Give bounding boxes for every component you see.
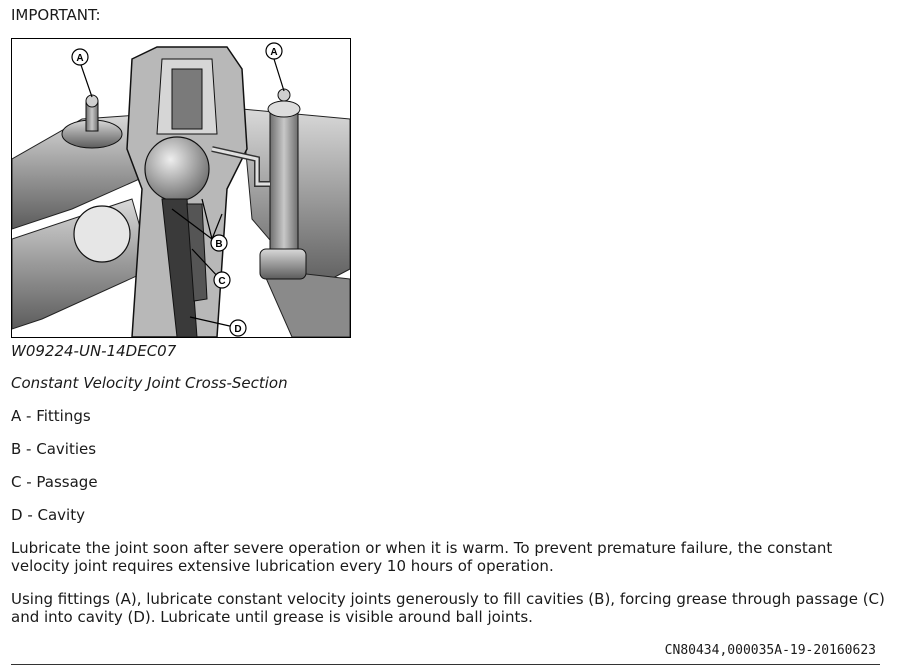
cv-joint-cross-section-figure <box>11 38 351 338</box>
lubrication-interval-paragraph: Lubricate the joint soon after severe operation or when it is warm. To prevent premature failure, the constant velocity joint requires extensive lubrication every 10 hours of operation. <box>11 539 833 575</box>
bottom-divider <box>11 664 880 665</box>
ball-joint-shape <box>145 137 209 201</box>
figure-id: W09224-UN-14DEC07 <box>11 342 177 360</box>
svg-text:B: B <box>215 239 223 250</box>
callout-c <box>214 272 230 288</box>
svg-text:A: A <box>76 53 84 64</box>
important-heading: IMPORTANT: <box>11 6 101 24</box>
callout-b <box>211 235 227 251</box>
figure-caption: Constant Velocity Joint Cross-Section <box>11 374 288 392</box>
svg-text:A: A <box>270 47 278 58</box>
right-fitting-column <box>270 109 298 249</box>
lubrication-procedure-paragraph: Using fittings (A), lubricate constant velocity joints generously to fill cavities (B), forcing grease through passage (C) and into cavity (D). Lubricate until grease is visible around ball joints. <box>11 590 885 626</box>
left-shaft-end <box>74 206 130 262</box>
legend-item-cavities: B - Cavities <box>11 440 97 458</box>
callout-a-right <box>266 43 282 59</box>
legend-item-fittings: A - Fittings <box>11 407 91 425</box>
legend-item-passage: C - Passage <box>11 473 98 491</box>
cv-joint-illustration <box>12 39 350 337</box>
svg-text:D: D <box>234 324 242 335</box>
legend-item-cavity: D - Cavity <box>11 506 85 524</box>
center-pin-shape <box>172 69 202 129</box>
callout-a-left <box>72 49 88 65</box>
document-id: CN80434,000035A-19-20160623 <box>664 643 876 658</box>
svg-text:C: C <box>218 276 226 287</box>
callout-d <box>230 320 246 336</box>
